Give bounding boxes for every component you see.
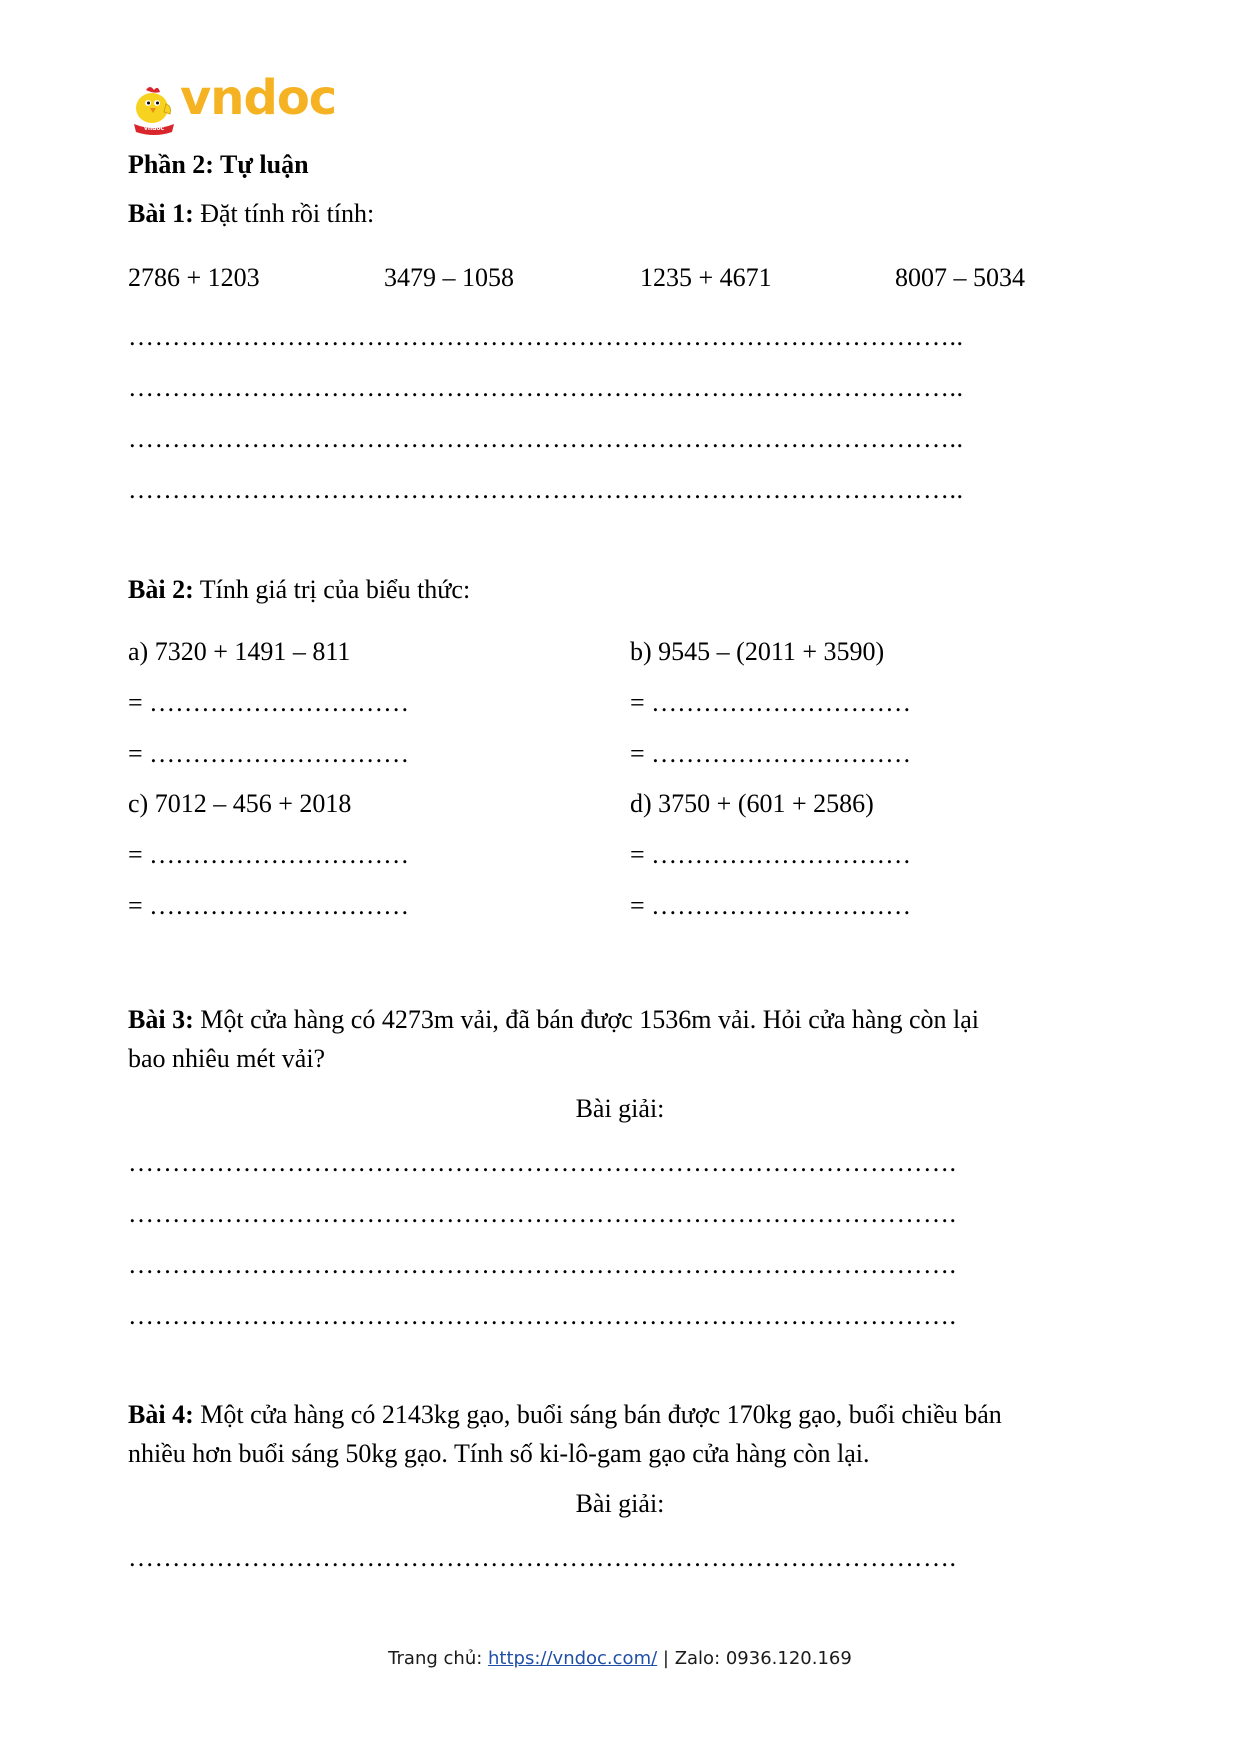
logo-wordmark: vndoc [180, 70, 337, 126]
footer-home-label: Trang chủ: [388, 1648, 489, 1669]
footer-separator: | [657, 1648, 675, 1669]
bai3-question-line-1 [128, 1005, 979, 1035]
bai3-solution-heading: Bài giải: [575, 1094, 665, 1123]
bai2-expr-a: a) 7320 + 1491 – 811 [128, 637, 351, 666]
chicken-mascot-icon [128, 84, 180, 136]
bai2-prompt: Tính giá trị của biểu thức: [199, 575, 471, 604]
bai2-d-step-2[interactable]: = ………………………… [630, 891, 912, 920]
bai1-problem-2: 3479 – 1058 [384, 263, 514, 292]
answer-line[interactable]: …………………………………………………………………………………. [128, 1301, 957, 1330]
answer-line[interactable]: …………………………………………………………………………………. [128, 1199, 957, 1228]
bai2-expr-d: d) 3750 + (601 + 2586) [630, 789, 874, 818]
bai2-c-step-1[interactable]: = ………………………… [128, 840, 410, 869]
answer-line[interactable]: ………………………………………………………………………………….. [128, 475, 964, 504]
footer-home-link[interactable]: https://vndoc.com/ [488, 1648, 658, 1669]
footer-zalo: Zalo: 0936.120.169 [674, 1648, 852, 1669]
answer-line[interactable]: …………………………………………………………………………………. [128, 1148, 957, 1177]
answer-line[interactable]: ………………………………………………………………………………….. [128, 322, 964, 351]
bai2-c-step-2[interactable]: = ………………………… [128, 891, 410, 920]
bai2-b-step-1[interactable]: = ………………………… [630, 688, 912, 717]
bai3-text: Một cửa hàng có 4273m vải, đã bán được 1536m vải. Hỏi cửa hàng còn lại [200, 1005, 980, 1034]
answer-line[interactable]: ………………………………………………………………………………….. [128, 424, 964, 453]
bai1-problem-3: 1235 + 4671 [640, 263, 772, 292]
bai2-expr-c: c) 7012 – 456 + 2018 [128, 789, 352, 818]
bai2-a-step-1[interactable]: = ………………………… [128, 688, 410, 717]
bai2-d-step-1[interactable]: = ………………………… [630, 840, 912, 869]
svg-text:vndoc: vndoc [143, 125, 165, 132]
bai3-question-line-2: bao nhiêu mét vải? [128, 1044, 326, 1073]
answer-line[interactable]: ………………………………………………………………………………….. [128, 373, 964, 402]
bai1-heading [128, 199, 374, 229]
bai4-text: Một cửa hàng có 2143kg gạo, buổi sáng bán được 170kg gạo, buổi chiều bán [200, 1400, 1002, 1429]
bai1-prompt: Đặt tính rồi tính: [200, 199, 375, 228]
bai2-heading [128, 575, 470, 605]
bai1-problem-1: 2786 + 1203 [128, 263, 260, 292]
bai1-label: Bài 1: [128, 199, 194, 228]
bai1-problem-4: 8007 – 5034 [895, 263, 1025, 292]
bai4-label: Bài 4: [128, 1400, 194, 1429]
bai2-expr-b: b) 9545 – (2011 + 3590) [630, 637, 885, 666]
bai3-label: Bài 3: [128, 1005, 194, 1034]
bai2-a-step-2[interactable]: = ………………………… [128, 739, 410, 768]
section-title: Phần 2: Tự luận [128, 150, 309, 179]
bai4-question-line-2: nhiều hơn buổi sáng 50kg gạo. Tính số ki-lô-gam gạo cửa hàng còn lại. [128, 1439, 870, 1468]
answer-line[interactable]: …………………………………………………………………………………. [128, 1543, 957, 1572]
bai4-question-line-1 [128, 1400, 1002, 1430]
page-footer [0, 1648, 1240, 1669]
bai4-solution-heading: Bài giải: [575, 1489, 665, 1518]
vndoc-logo [128, 70, 338, 138]
bai2-b-step-2[interactable]: = ………………………… [630, 739, 912, 768]
bai2-label: Bài 2: [128, 575, 194, 604]
answer-line[interactable]: …………………………………………………………………………………. [128, 1250, 957, 1279]
